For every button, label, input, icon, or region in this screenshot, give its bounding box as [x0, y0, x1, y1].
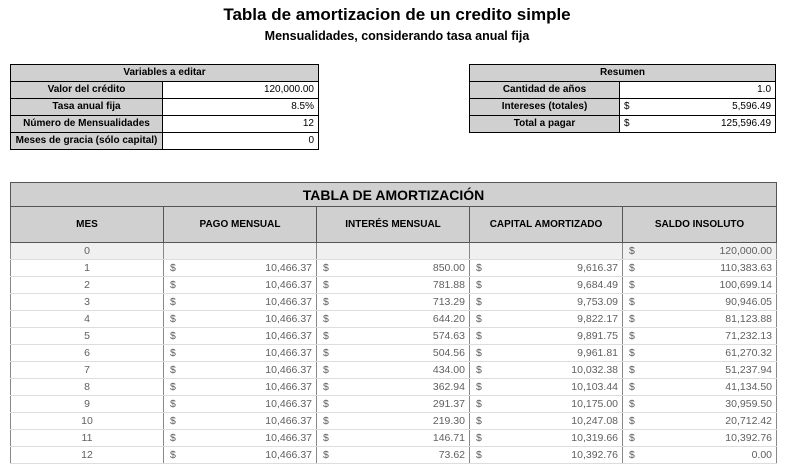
resumen-label: Intereses (totales): [470, 99, 620, 116]
amount-value: 362.94: [432, 381, 465, 393]
currency-symbol: $: [629, 347, 635, 359]
interes-cell: [317, 277, 470, 294]
amount-value: 90,946.05: [725, 296, 773, 308]
column-header-capital: CAPITAL AMORTIZADO: [470, 207, 623, 243]
mes-cell: 12: [11, 447, 164, 464]
resumen-row-total: [470, 116, 776, 133]
currency-symbol: $: [629, 398, 635, 410]
currency-symbol: $: [323, 330, 329, 342]
column-header-saldo: SALDO INSOLUTO: [623, 207, 777, 243]
page-title: Tabla de amortizacion de un credito simple: [223, 5, 571, 24]
amount-value: 120,000.00: [719, 245, 773, 257]
interes-cell: [317, 379, 470, 396]
amount-value: 10,247.08: [571, 415, 618, 427]
mes-cell: 1: [11, 260, 164, 277]
page-subtitle: Mensualidades, considerando tasa anual fija: [264, 29, 530, 43]
mes-cell: 4: [11, 311, 164, 328]
table-row: [11, 447, 777, 464]
meses-gracia-input[interactable]: 0: [163, 133, 319, 150]
resumen-title: Resumen: [470, 65, 776, 82]
currency-symbol: $: [170, 364, 176, 376]
currency-symbol: $: [629, 364, 635, 376]
currency-symbol: $: [476, 279, 482, 291]
variables-title: Variables a editar: [11, 65, 319, 82]
saldo-cell: [623, 430, 777, 447]
table-row: [11, 243, 777, 260]
currency-symbol: $: [620, 116, 640, 133]
pago-cell: [164, 345, 317, 362]
saldo-cell: [623, 345, 777, 362]
currency-symbol: $: [629, 296, 635, 308]
capital-cell: [470, 396, 623, 413]
currency-symbol: $: [323, 398, 329, 410]
capital-cell: [470, 328, 623, 345]
capital-cell: [470, 345, 623, 362]
saldo-cell: [623, 260, 777, 277]
amount-value: 41,134.50: [725, 381, 773, 393]
interes-cell: [317, 447, 470, 464]
currency-symbol: $: [629, 415, 635, 427]
pago-cell: [164, 396, 317, 413]
amortization-title: TABLA DE AMORTIZACIÓN: [11, 183, 777, 207]
capital-cell: [470, 277, 623, 294]
mensualidades-input[interactable]: 12: [163, 116, 319, 133]
amount-value: 10,466.37: [265, 398, 312, 410]
mes-cell: 7: [11, 362, 164, 379]
table-row: [11, 430, 777, 447]
interes-cell: [317, 430, 470, 447]
amount-value: 51,237.94: [725, 364, 773, 376]
pago-cell: [164, 379, 317, 396]
pago-cell: [164, 430, 317, 447]
interes-cell: [317, 413, 470, 430]
amount-value: 10,103.44: [571, 381, 618, 393]
currency-symbol: $: [476, 347, 482, 359]
table-row: [11, 294, 777, 311]
variables-table: [10, 64, 319, 150]
currency-symbol: $: [323, 364, 329, 376]
currency-symbol: $: [476, 313, 482, 325]
amount-value: 9,891.75: [577, 330, 618, 342]
currency-symbol: $: [323, 432, 329, 444]
resumen-row-anios: [470, 82, 776, 99]
variable-label: Valor del crédito: [11, 82, 163, 99]
currency-symbol: $: [170, 398, 176, 410]
currency-symbol: $: [170, 330, 176, 342]
mes-cell: 5: [11, 328, 164, 345]
interes-cell: [317, 260, 470, 277]
currency-symbol: $: [323, 415, 329, 427]
currency-symbol: $: [476, 449, 482, 461]
interes-cell: [317, 362, 470, 379]
interes-cell: [317, 396, 470, 413]
amount-value: 10,466.37: [265, 364, 312, 376]
amount-value: 10,466.37: [265, 262, 312, 274]
amount-value: 9,961.81: [577, 347, 618, 359]
currency-symbol: $: [170, 381, 176, 393]
column-header-mes: MES: [11, 207, 164, 243]
table-row: [11, 260, 777, 277]
currency-symbol: $: [476, 381, 482, 393]
saldo-cell: [623, 328, 777, 345]
interes-cell: [317, 294, 470, 311]
pago-cell: [164, 243, 317, 260]
mes-cell: 9: [11, 396, 164, 413]
saldo-cell: [623, 396, 777, 413]
amount-value: 81,123.88: [725, 313, 773, 325]
variable-label: Meses de gracia (sólo capital): [11, 133, 163, 150]
amount-value: 20,712.42: [725, 415, 773, 427]
intereses-totales-value: 5,596.49: [640, 99, 776, 116]
amount-value: 10,466.37: [265, 432, 312, 444]
currency-symbol: $: [170, 449, 176, 461]
amount-value: 10,466.37: [265, 347, 312, 359]
mes-cell: 3: [11, 294, 164, 311]
column-header-interes: INTERÉS MENSUAL: [317, 207, 470, 243]
currency-symbol: [620, 82, 640, 99]
amount-value: 110,383.63: [720, 262, 773, 274]
amount-value: 850.00: [432, 262, 465, 274]
saldo-cell: [623, 447, 777, 464]
amount-value: 10,466.37: [265, 415, 312, 427]
currency-symbol: $: [170, 296, 176, 308]
resumen-row-intereses: [470, 99, 776, 116]
pago-cell: [164, 362, 317, 379]
variable-row-meses-gracia: [11, 133, 319, 150]
amount-value: 10,466.37: [265, 313, 312, 325]
capital-cell: [470, 362, 623, 379]
amount-value: 100,699.14: [719, 279, 773, 291]
currency-symbol: $: [476, 398, 482, 410]
table-row: [11, 328, 777, 345]
resumen-label: Total a pagar: [470, 116, 620, 133]
amount-value: 73.62: [438, 449, 465, 461]
currency-symbol: $: [620, 99, 640, 116]
table-row: [11, 413, 777, 430]
currency-symbol: $: [323, 347, 329, 359]
amount-value: 61,270.32: [725, 347, 773, 359]
amount-value: 504.56: [432, 347, 465, 359]
amount-value: 10,466.37: [265, 296, 312, 308]
amount-value: 9,822.17: [577, 313, 618, 325]
variable-label: Tasa anual fija: [11, 99, 163, 116]
currency-symbol: $: [629, 330, 635, 342]
currency-symbol: $: [629, 449, 635, 461]
amount-value: 0.00: [751, 449, 773, 461]
capital-cell: [470, 379, 623, 396]
mes-cell: 6: [11, 345, 164, 362]
mes-cell: 8: [11, 379, 164, 396]
capital-cell: [470, 430, 623, 447]
currency-symbol: $: [170, 347, 176, 359]
amount-value: 713.29: [432, 296, 465, 308]
amount-value: 71,232.13: [725, 330, 773, 342]
currency-symbol: $: [629, 279, 635, 291]
currency-symbol: $: [629, 262, 635, 274]
currency-symbol: $: [629, 432, 635, 444]
interes-cell: [317, 311, 470, 328]
total-pagar-value: 125,596.49: [640, 116, 776, 133]
currency-symbol: $: [476, 432, 482, 444]
resumen-label: Cantidad de años: [470, 82, 620, 99]
capital-cell: [470, 447, 623, 464]
cantidad-anios-value: 1.0: [640, 82, 776, 99]
amount-value: 30,959.50: [725, 398, 773, 410]
amortization-body: [11, 243, 777, 464]
variable-row-valor-credito: [11, 82, 319, 99]
capital-cell: [470, 413, 623, 430]
pago-cell: [164, 447, 317, 464]
amount-value: 434.00: [432, 364, 465, 376]
amount-value: 10,466.37: [265, 330, 312, 342]
variable-label: Número de Mensualidades: [11, 116, 163, 133]
amount-value: 10,032.38: [571, 364, 618, 376]
currency-symbol: $: [476, 330, 482, 342]
table-row: [11, 379, 777, 396]
saldo-cell: [623, 379, 777, 396]
capital-cell: [470, 243, 623, 260]
currency-symbol: $: [170, 415, 176, 427]
table-row: [11, 277, 777, 294]
pago-cell: [164, 311, 317, 328]
saldo-cell: [623, 413, 777, 430]
column-header-pago: PAGO MENSUAL: [164, 207, 317, 243]
mes-cell: 11: [11, 430, 164, 447]
valor-credito-input[interactable]: 120,000.00: [163, 82, 319, 99]
mes-cell: 0: [11, 243, 164, 260]
currency-symbol: $: [323, 313, 329, 325]
interes-cell: [317, 328, 470, 345]
interes-cell: [317, 345, 470, 362]
table-row: [11, 345, 777, 362]
currency-symbol: $: [476, 415, 482, 427]
currency-symbol: $: [629, 381, 635, 393]
tasa-anual-input[interactable]: 8.5%: [163, 99, 319, 116]
amount-value: 9,616.37: [577, 262, 618, 274]
interes-cell: [317, 243, 470, 260]
pago-cell: [164, 413, 317, 430]
currency-symbol: $: [170, 279, 176, 291]
saldo-cell: [623, 277, 777, 294]
currency-symbol: $: [170, 432, 176, 444]
pago-cell: [164, 260, 317, 277]
mes-cell: 10: [11, 413, 164, 430]
amount-value: 781.88: [432, 279, 465, 291]
currency-symbol: $: [323, 449, 329, 461]
mes-cell: 2: [11, 277, 164, 294]
pago-cell: [164, 328, 317, 345]
currency-symbol: $: [476, 296, 482, 308]
column-headers: [11, 207, 777, 243]
pago-cell: [164, 277, 317, 294]
amount-value: 644.20: [432, 313, 465, 325]
currency-symbol: $: [323, 381, 329, 393]
capital-cell: [470, 294, 623, 311]
amount-value: 10,175.00: [571, 398, 618, 410]
resumen-table: [469, 64, 776, 133]
amount-value: 146.71: [432, 432, 465, 444]
variable-row-tasa-anual: [11, 99, 319, 116]
currency-symbol: $: [476, 364, 482, 376]
capital-cell: [470, 260, 623, 277]
currency-symbol: $: [170, 262, 176, 274]
table-row: [11, 362, 777, 379]
currency-symbol: $: [170, 313, 176, 325]
amortization-table: [10, 182, 777, 464]
table-row: [11, 311, 777, 328]
pago-cell: [164, 294, 317, 311]
variable-row-mensualidades: [11, 116, 319, 133]
amount-value: 219.30: [432, 415, 465, 427]
amount-value: 9,753.09: [577, 296, 618, 308]
amount-value: 291.37: [432, 398, 465, 410]
amount-value: 10,466.37: [265, 449, 312, 461]
currency-symbol: $: [323, 279, 329, 291]
saldo-cell: [623, 294, 777, 311]
currency-symbol: $: [629, 313, 635, 325]
amount-value: 10,392.76: [725, 432, 773, 444]
saldo-cell: [623, 243, 777, 260]
amount-value: 574.63: [432, 330, 465, 342]
saldo-cell: [623, 311, 777, 328]
amount-value: 9,684.49: [577, 279, 618, 291]
amount-value: 10,319.66: [571, 432, 618, 444]
currency-symbol: $: [476, 262, 482, 274]
table-row: [11, 396, 777, 413]
currency-symbol: $: [629, 245, 635, 257]
amount-value: 10,466.37: [265, 381, 312, 393]
amount-value: 10,466.37: [265, 279, 312, 291]
currency-symbol: $: [323, 296, 329, 308]
amount-value: 10,392.76: [571, 449, 618, 461]
currency-symbol: $: [323, 262, 329, 274]
saldo-cell: [623, 362, 777, 379]
capital-cell: [470, 311, 623, 328]
